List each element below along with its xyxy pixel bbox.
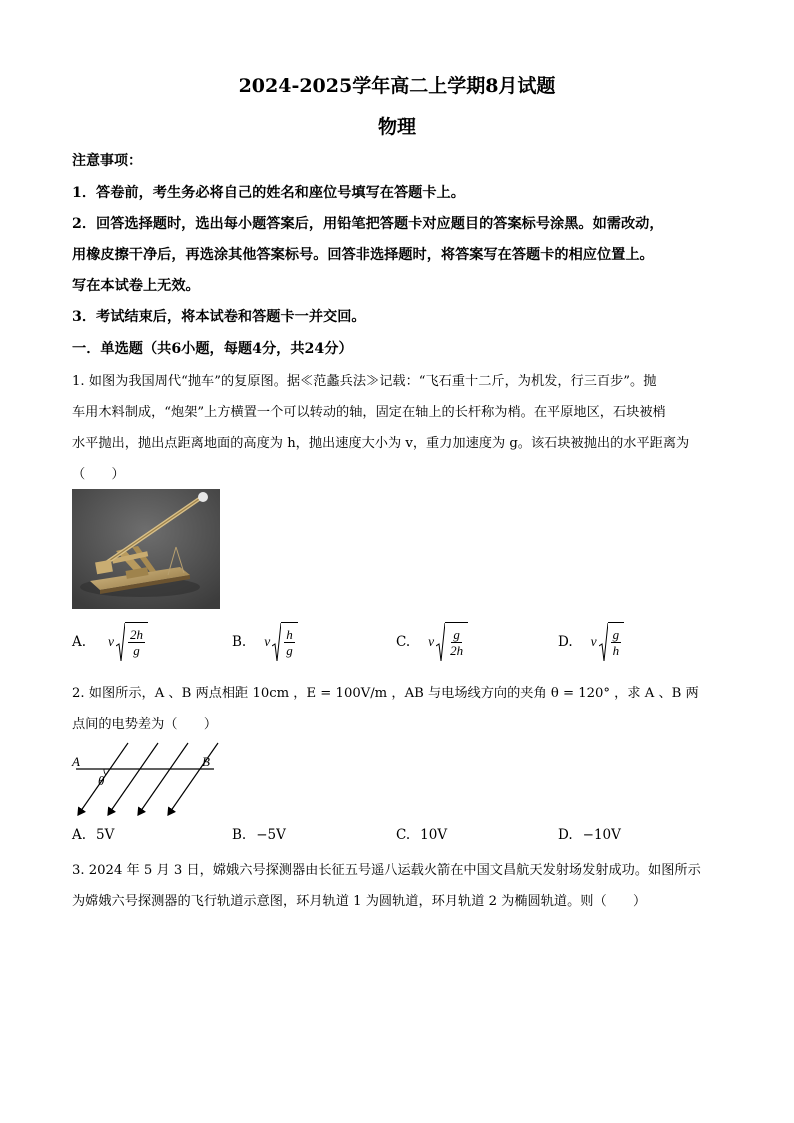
q1-option-a[interactable]	[72, 622, 148, 662]
q1-option-d[interactable]	[558, 622, 624, 662]
notice-heading: 注意事项：	[72, 153, 142, 169]
option-coef: v	[590, 634, 597, 649]
exam-title: 2024-2025学年高二上学期8月试题	[238, 75, 556, 97]
sqrt-symbol	[599, 622, 625, 662]
fraction-numerator: h	[286, 627, 293, 642]
option-value: 5V	[96, 827, 115, 843]
q2-line: 点间的电势差为（ ）	[72, 717, 218, 732]
q1-option-c[interactable]	[396, 622, 468, 662]
option-letter: A.	[72, 827, 87, 843]
fraction-numerator: 2h	[130, 627, 144, 642]
option-value: −5V	[256, 827, 286, 843]
sqrt-symbol	[116, 622, 148, 662]
angle-theta-label: θ	[98, 773, 105, 788]
q1-line: 1. 如图为我国周代“抛车”的复原图。据≪范蠡兵法≫记载：“飞石重十二斤，为机发，行三百步”。抛	[72, 374, 657, 389]
point-b-label: B	[202, 754, 210, 769]
q3-line: 3. 2024 年 5 月 3 日，嫦娥六号探测器由长征五号遥八运载火箭在中国文昌航天发射场发射成功。如图所示	[72, 863, 701, 878]
q1-line: 车用木料制成，“炮架”上方横置一个可以转动的轴，固定在轴上的长杆称为梢。在平原地区，石块被梢	[72, 405, 666, 420]
option-coef: v	[428, 634, 435, 649]
fraction-denominator: h	[612, 643, 620, 658]
q2-line: 2. 如图所示，A 、B 两点相距 10cm ，E = 100V/m ，AB 与电场线方向的夹角 θ = 120° ，求 A 、B 两	[72, 686, 699, 701]
sqrt-symbol	[436, 622, 468, 662]
q3-line: 为嫦娥六号探测器的飞行轨道示意图，环月轨道 1 为圆轨道，环月轨道 2 为椭圆轨道。则（ ）	[72, 894, 647, 909]
q2-option-c[interactable]	[396, 827, 447, 843]
q1-line: （ ）	[72, 467, 125, 482]
q2-option-b[interactable]	[232, 827, 286, 843]
notice-item: 1．答卷前，考生务必将自己的姓名和座位号填写在答题卡上。	[72, 185, 465, 201]
notice-item: 用橡皮擦干净后，再选涂其他答案标号。回答非选择题时，将答案写在答题卡的相应位置上。	[72, 247, 654, 263]
sqrt-symbol	[272, 622, 298, 662]
point-a-label: A	[72, 754, 80, 769]
option-coef: v	[264, 634, 271, 649]
field-diagram	[70, 740, 220, 820]
fraction-denominator: 2h	[450, 643, 464, 658]
option-letter: C.	[396, 827, 411, 843]
option-value: −10V	[582, 827, 621, 843]
section-heading: 一．单选题（共6小题，每题4分，共24分）	[72, 341, 353, 357]
option-letter: B.	[232, 634, 247, 650]
notice-item: 写在本试卷上无效。	[72, 278, 200, 294]
q1-line: 水平抛出，抛出点距离地面的高度为 h，抛出速度大小为 v，重力加速度为 g。该石块被抛出的水平距离为	[72, 436, 690, 451]
notice-item: 3．考试结束后，将本试卷和答题卡一并交回。	[72, 309, 366, 325]
subject-title: 物理	[377, 116, 416, 138]
option-letter: D.	[558, 634, 573, 650]
q2-option-a[interactable]	[72, 827, 114, 843]
option-letter: D.	[558, 827, 573, 843]
fraction-numerator: g	[612, 627, 620, 642]
fraction-denominator: g	[133, 643, 140, 658]
option-letter: B.	[232, 827, 247, 843]
fraction-denominator: g	[286, 643, 293, 658]
fraction-numerator: g	[453, 627, 460, 642]
q1-option-b[interactable]	[232, 622, 298, 662]
catapult-photo	[72, 489, 220, 609]
option-letter: A.	[72, 634, 87, 650]
notice-item: 2．回答选择题时，选出每小题答案后，用铅笔把答题卡对应题目的答案标号涂黑。如需改动，	[72, 216, 664, 232]
option-letter: C.	[396, 634, 411, 650]
option-value: 10V	[420, 827, 448, 843]
q2-option-d[interactable]	[558, 827, 621, 843]
option-coef: v	[108, 634, 115, 649]
